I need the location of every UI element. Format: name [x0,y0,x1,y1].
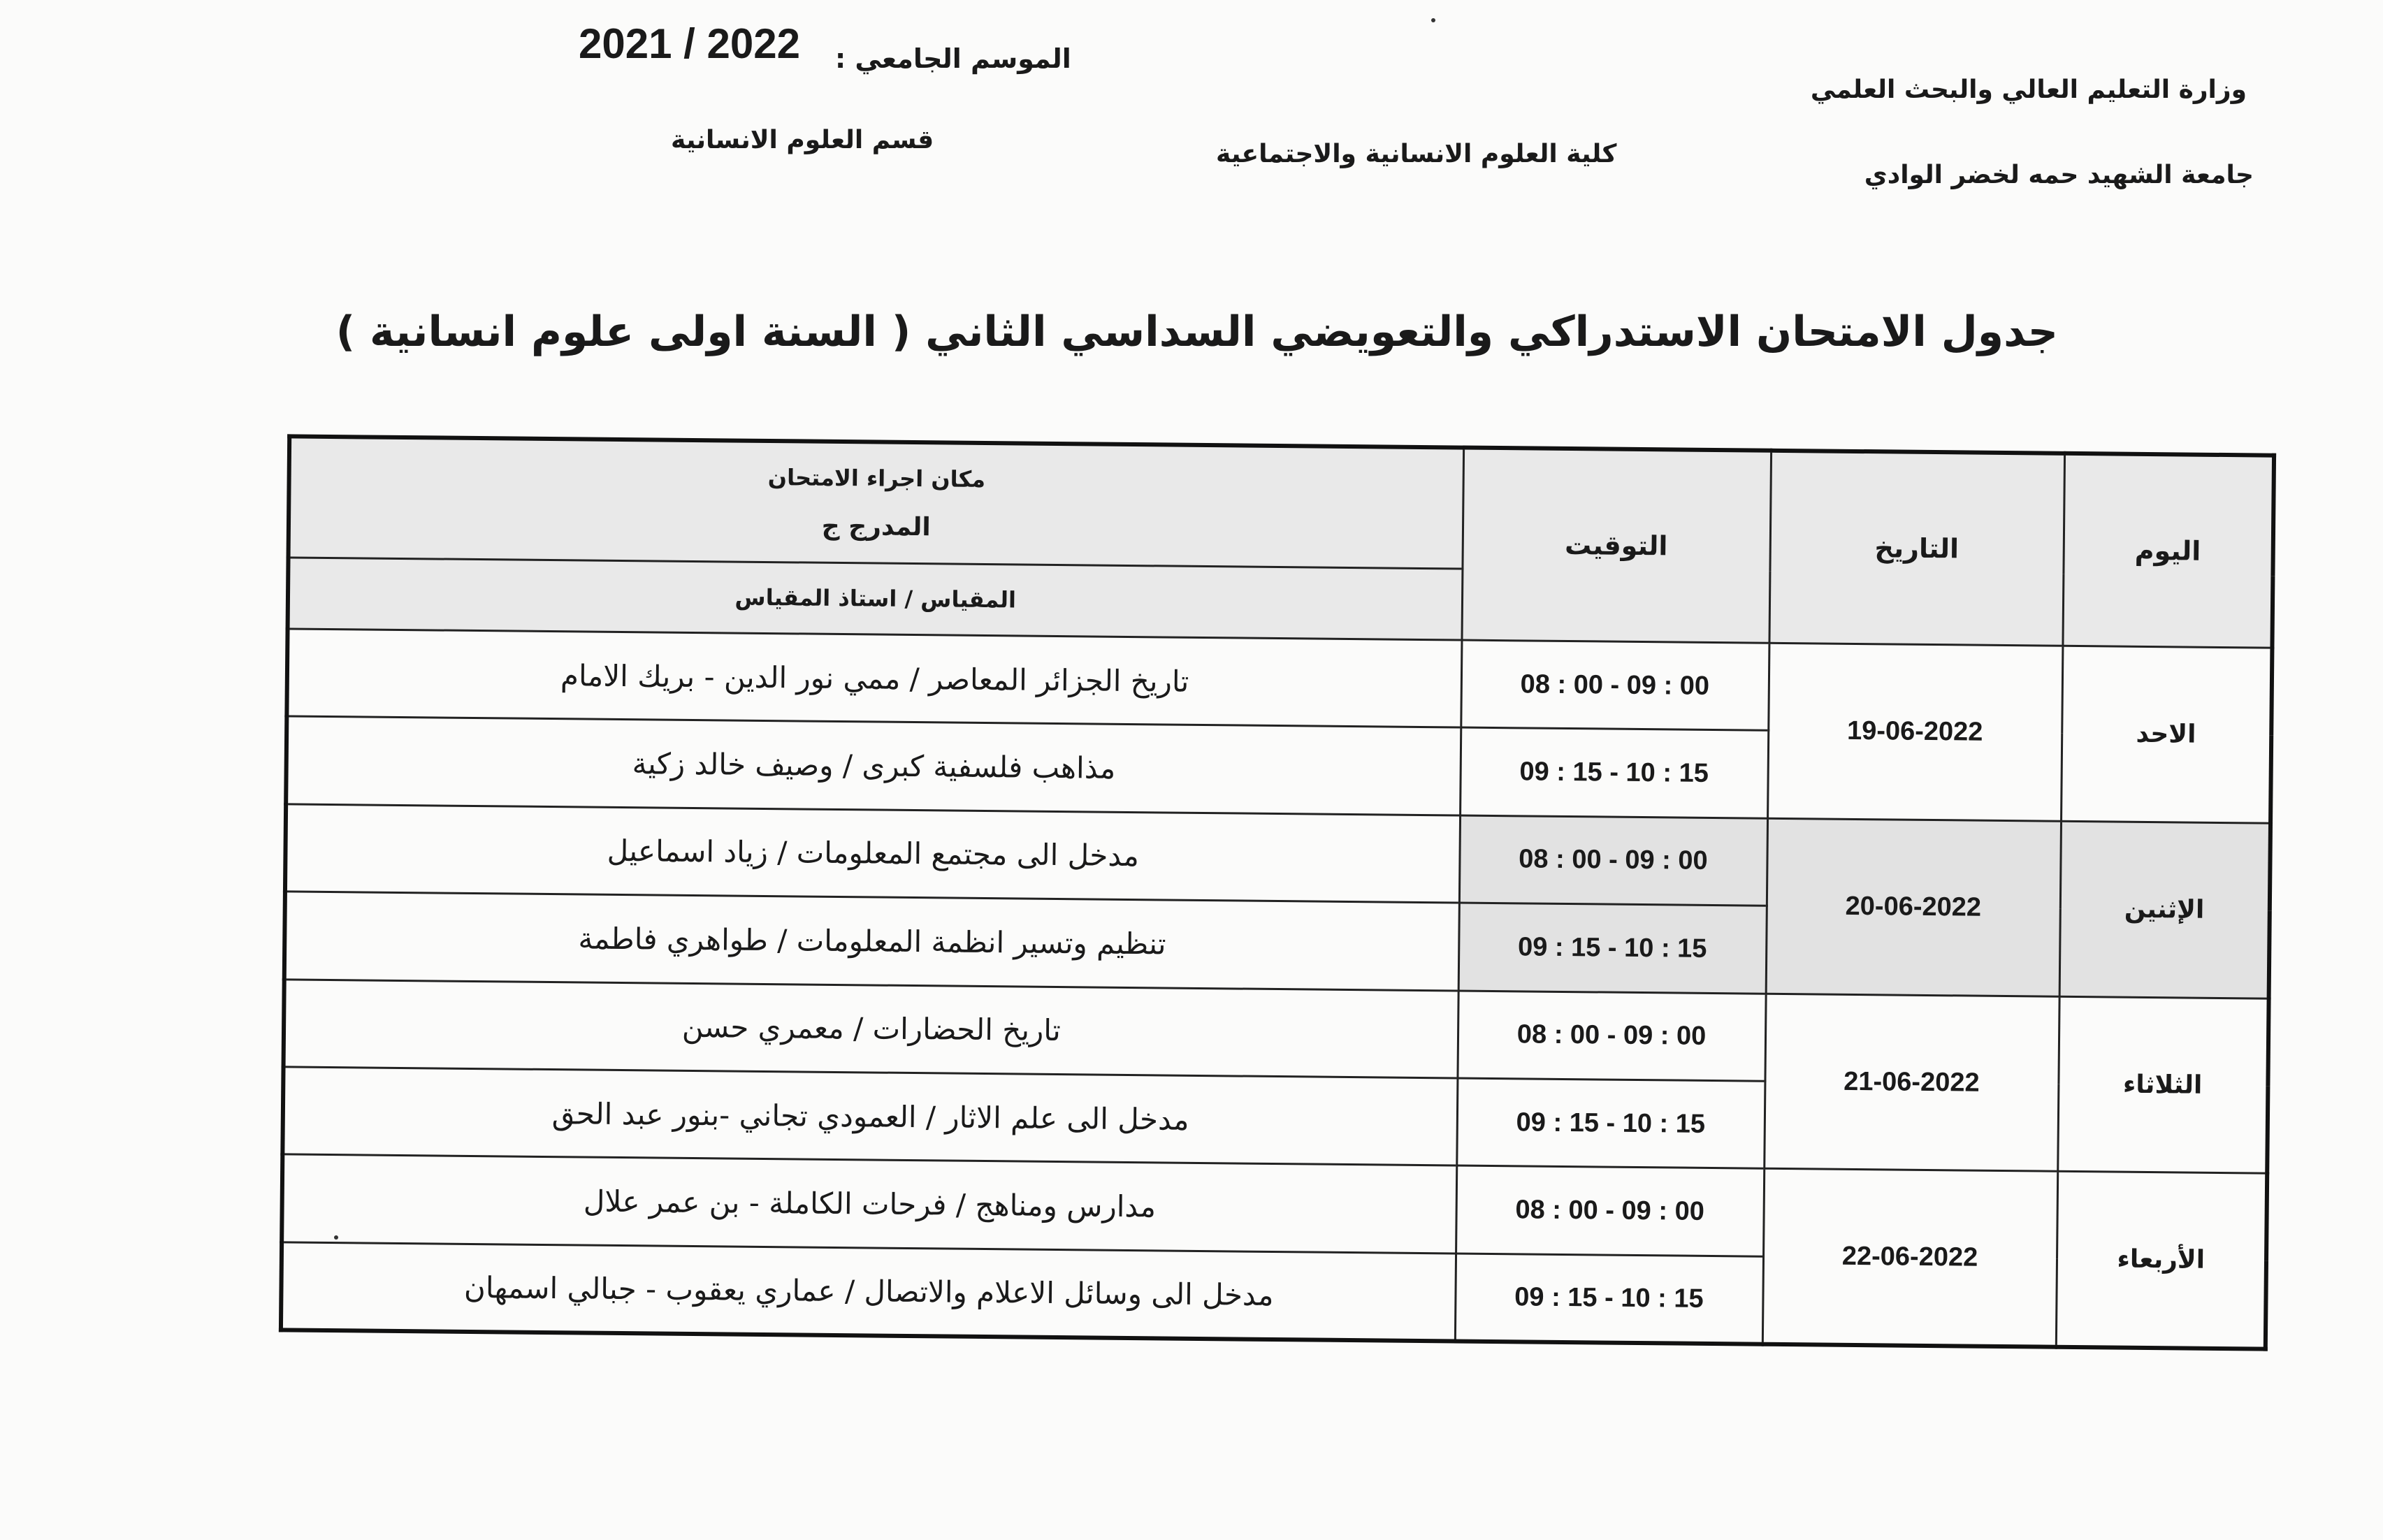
time-cell: 09 : 15 - 10 : 15 [1456,1078,1765,1169]
time-cell: 09 : 15 - 10 : 15 [1460,727,1768,818]
day-cell: الاحد [2061,646,2272,823]
season-label: الموسم الجامعي : [835,43,1071,74]
location-hall: المدرج ج [821,511,931,542]
time-cell: 08 : 00 - 09 : 00 [1457,991,1765,1082]
day-cell: الثلاثاء [2057,996,2268,1174]
header-time: التوقيت [1461,448,1771,644]
header-location [289,436,1464,568]
day-cell: الإثنين [2059,821,2270,998]
subject-cell: مدخل الى مجتمع المعلومات / زياد اسماعيل [285,804,1460,903]
scan-speck [1431,18,1435,22]
subject-cell: تاريخ الحضارات / معمري حسن [284,980,1458,1079]
header-day: اليوم [2062,453,2274,648]
date-cell: 19-06-2022 [1767,643,2062,821]
university-name: جامعة الشهيد حمه لخضر الوادي [1864,161,2254,189]
location-title: مكان اجراء الامتحان [767,463,986,493]
header-date: التاريخ [1769,451,2064,646]
subject-cell: تاريخ الجزائر المعاصر / ممي نور الدين - بريك الامام [287,629,1461,728]
time-cell: 09 : 15 - 10 : 15 [1458,903,1767,994]
date-cell: 20-06-2022 [1766,818,2061,996]
page-title: جدول الامتحان الاستدراكي والتعويضي السداسي الثاني ( السنة اولى علوم انسانية ) [335,307,2058,356]
subject-cell: مذاهب فلسفية كبرى / وصيف خالد زكية [286,716,1461,815]
subject-cell: مدخل الى علم الاثار / العمودي تجاني -بنور عبد الحق [282,1067,1457,1166]
date-cell: 21-06-2022 [1764,994,2059,1172]
faculty-name: كلية العلوم الانسانية والاجتماعية [1216,140,1617,168]
department-name: قسم العلوم الانسانية [671,126,934,154]
season-year: 2021 / 2022 [579,20,800,67]
time-cell: 08 : 00 - 09 : 00 [1456,1165,1764,1256]
date-cell: 22-06-2022 [1762,1169,2057,1347]
subject-cell: مدارس ومناهج / فرحات الكاملة - بن عمر علال [282,1154,1456,1254]
header-subject-teacher: المقياس / استاذ المقياس [288,558,1463,640]
day-cell: الأربعاء [2056,1172,2267,1349]
ministry-name: وزارة التعليم العالي والبحث العلمي [1810,75,2247,104]
time-cell: 08 : 00 - 09 : 00 [1461,640,1769,731]
time-cell: 08 : 00 - 09 : 00 [1459,815,1767,906]
subject-cell: مدخل الى وسائل الاعلام والاتصال / عماري يعقوب - جبالي اسمهان [281,1242,1456,1342]
exam-schedule-table [279,434,2272,1351]
subject-cell: تنظيم وتسير انظمة المعلومات / طواهري فاطمة [284,892,1459,991]
time-cell: 09 : 15 - 10 : 15 [1455,1254,1763,1344]
header-row [289,436,2275,576]
